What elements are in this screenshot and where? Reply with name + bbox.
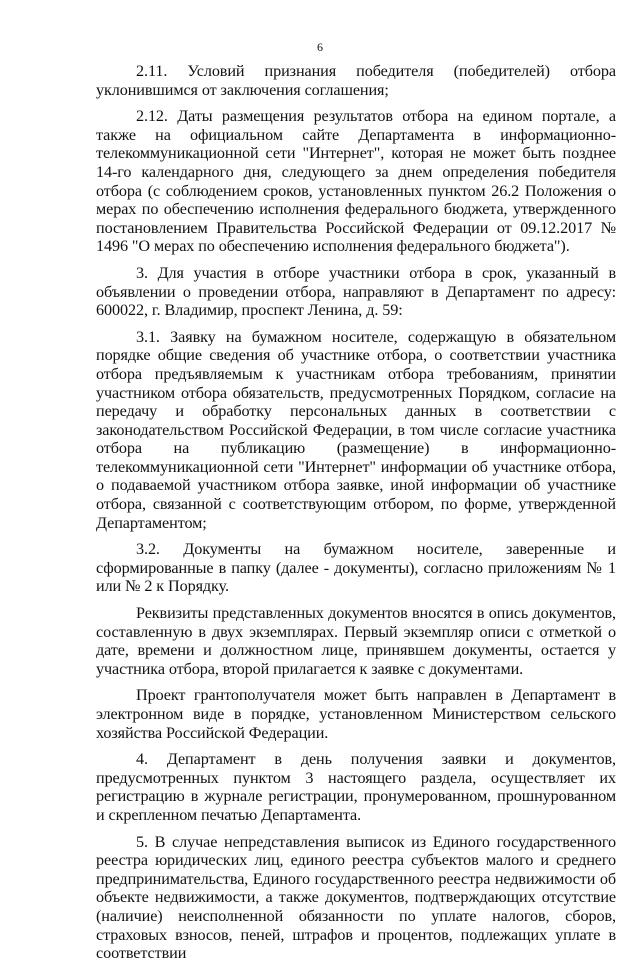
paragraph-2-11: 2.11. Условий признания победителя (победителей) отбора уклонившимся от заключения соглашения;	[96, 62, 616, 99]
page-number: 6	[317, 40, 323, 54]
paragraph-2-12: 2.12. Даты размещения результатов отбора на едином портале, а также на официальном сайте Департамента в информационно-телекоммуникационной сети "Интернет", которая не может быть позднее 14-го календарного дня, следующего за днем определения победителя отбора (с соблюдением сроков, установленных пунктом 26.2 Положения о мерах по обеспечению исполнения федерального бюджета, утвержденного постановлением Правительства Российской Федерации от 09.12.2017 № 1496 "О мерах по обеспечению исполнения федерального бюджета").	[96, 107, 616, 256]
paragraph-grant-project: Проект грантополучателя может быть направлен в Департамент в электронном виде в порядке, установленном Министерством сельского хозяйства Российской Федерации.	[96, 686, 616, 742]
paragraph-3-2: 3.2. Документы на бумажном носителе, заверенные и сформированные в папку (далее - документы), согласно приложениям № 1 или № 2 к Порядку.	[96, 540, 616, 596]
paragraph-requisites: Реквизиты представленных документов вносятся в опись документов, составленную в двух экземплярах. Первый экземпляр описи с отметкой о дате, времени и должностном лице, принявшем документы, остается у участника отбора, второй прилагается к заявке с документами.	[96, 604, 616, 678]
paragraph-5: 5. В случае непредставления выписок из Единого государственного реестра юридических лиц, единого реестра субъектов малого и среднего предпринимательства, Единого государственного реестра недвижимости об объекте недвижимости, а также документов, подтверждающих отсутствие (наличие) неисполненной обязанности по уплате налогов, сборов, страховых взносов, пеней, штрафов и процентов, подлежащих уплате в соответствии	[96, 832, 616, 963]
paragraph-3: 3. Для участия в отборе участники отбора в срок, указанный в объявлении о проведении отбора, направляют в Департамент по адресу: 600022, г. Владимир, проспект Ленина, д. 59:	[96, 263, 616, 320]
paragraph-3-1: 3.1. Заявку на бумажном носителе, содержащую в обязательном порядке общие сведения об участнике отбора, о соответствии участника отбора предъявляемым к участникам отбора требованиям, принятии участником отбора обязательств, предусмотренных Порядком, согласие на передачу и обработку персональных данных в соответствии с законодательством Российской Федерации, в том числе согласие участника отбора на публикацию (размещение) в информационно-телекоммуникационной сети "Интернет" информации об участнике отбора, о подаваемой участником отбора заявке, иной информации об участнике отбора, связанной с соответствующим отбором, по форме, утвержденной Департаментом;	[96, 327, 616, 532]
document-body	[96, 62, 616, 971]
paragraph-4: 4. Департамент в день получения заявки и документов, предусмотренных пунктом 3 настоящего раздела, осуществляет их регистрацию в журнале регистрации, пронумерованном, прошнурованном и скрепленном печатью Департамента.	[96, 750, 616, 824]
